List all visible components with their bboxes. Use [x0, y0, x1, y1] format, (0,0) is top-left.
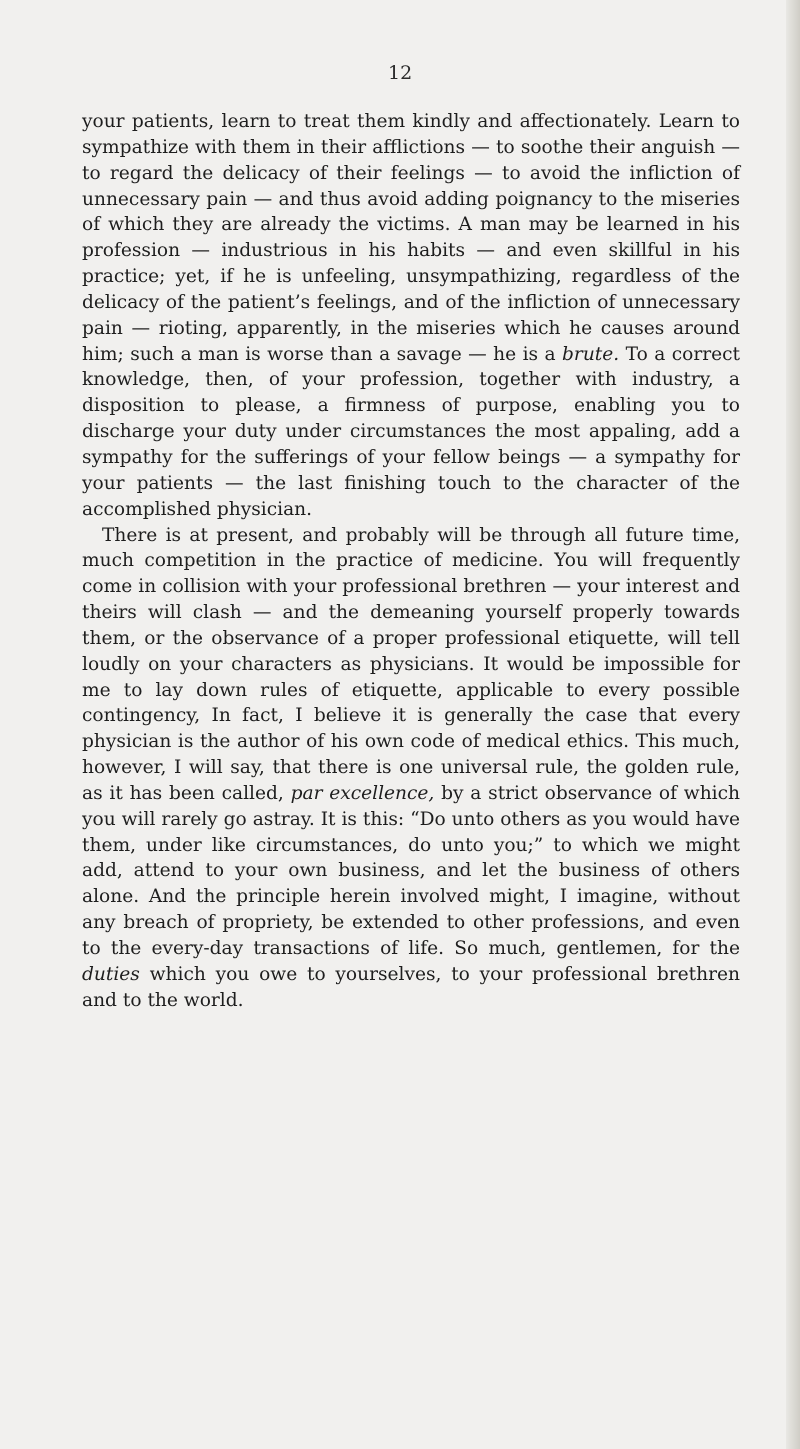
- page-edge-shadow: [786, 0, 800, 1449]
- text-run: by a strict observance of which you will rarely go astray. It is this: “Do unto others as you would have them, under like circumstances, do unto you;” to which we might add, attend to your own business, and let the business of others alone. And the principle herein involved might, I imagine, without any breach of propriety, be extended to other professions, and even to the every-day transactions of life. So much, gentlemen, for the: [82, 782, 741, 959]
- page-number: 12: [388, 62, 413, 84]
- paragraph-2: [82, 523, 740, 1014]
- text-run: which you owe to yourselves, to your professional brethren and to the world.: [82, 963, 740, 1011]
- italic-text-run: duties: [82, 963, 140, 985]
- text-run: To a correct knowledge, then, of your profession, together with industry, a disposition to please, a firmness of purpose, enabling you to discharge your duty under circumstances the most appaling, add a sympathy for the sufferings of your fellow beings — a sympathy for your patients — the last finishing touch to the character of the accomplished physician.: [82, 343, 740, 520]
- text-run: There is at present, and probably will be through all future time, much competition in the practice of medicine. You will frequently come in collision with your professional brethren — your interest and theirs will clash — and the demeaning yourself properly towards them, or the observance of a proper professional etiquette, will tell loudly on your characters as physicians. It would be impossible for me to lay down rules of etiquette, applicable to every possible contingency, In fact, I believe it is generally the case that every physician is the author of his own code of medical ethics. This much, however, I will say, that there is one universal rule, the golden rule, as it has been called,: [82, 524, 740, 804]
- text-run: your patients, learn to treat them kindly and affectionately. Learn to sympathize with them in their afflictions — to soothe their anguish — to regard the delicacy of their feelings — to avoid the infliction of unnecessary pain — and thus avoid adding poignancy to the miseries of which they are already the victims. A man may be learned in his profession — industrious in his habits — and even skillful in his practice; yet, if he is unfeeling, unsympathizing, regardless of the delicacy of the patient’s feelings, and of the infliction of unnecessary pain — rioting, apparently, in the miseries which he causes around him; such a man is worse than a savage — he is a: [82, 111, 740, 365]
- italic-text-run: par excellence,: [290, 782, 435, 804]
- paragraph-1: [82, 109, 740, 523]
- italic-text-run: brute.: [562, 343, 620, 365]
- body-text: [82, 109, 740, 1014]
